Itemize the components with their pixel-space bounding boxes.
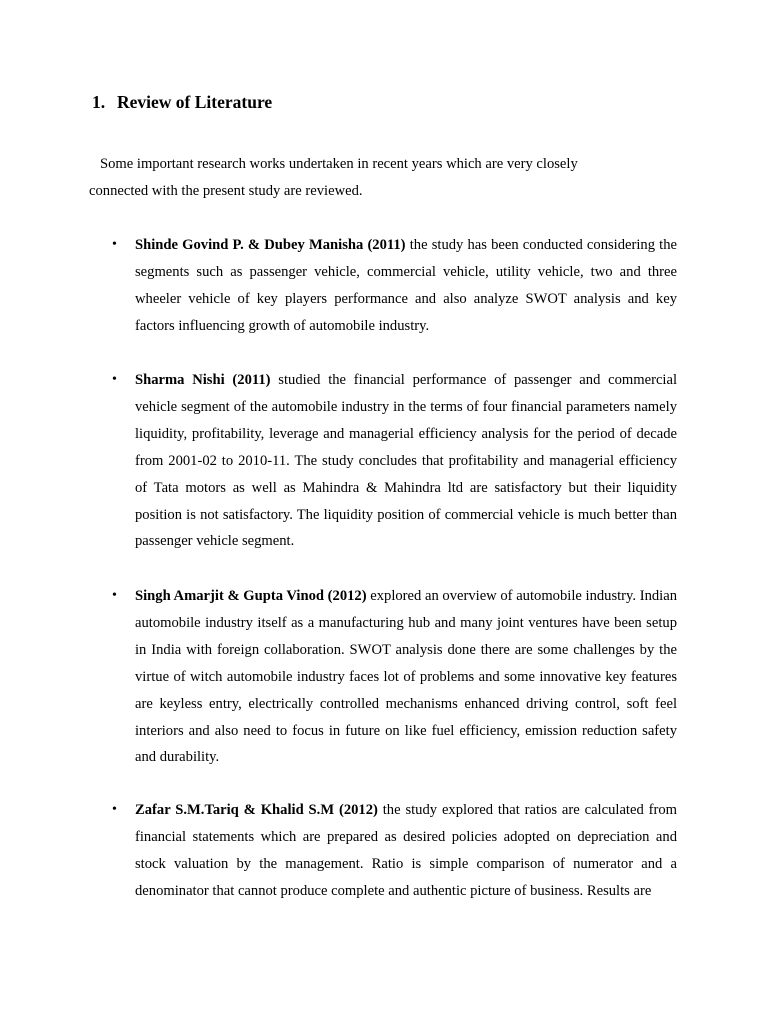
entry-text: explored an overview of automobile industry. Indian automobile industry itself as a manufacturing hub and many joint ventures have been setup in India with foreign collaboration. SWOT analysis done there are some challenges by the virtue of witch automobile industry faces lot of problems and some innovative key features are keyless entry, electrically controlled mechanisms enhanced driving control, soft feel interiors and also need to focus in future on like fuel efficiency, emission reduction safety and durability. <box>135 588 677 766</box>
bullet-icon: • <box>112 802 117 817</box>
entry-author: Sharma Nishi (2011) <box>135 372 271 388</box>
intro-line-2: connected with the present study are reviewed. <box>89 182 363 199</box>
literature-entry <box>112 797 677 905</box>
intro-paragraph <box>89 151 649 204</box>
entry-text: the study explored that ratios are calculated from financial statements which are prepared as desired policies adopted on depreciation and stock valuation by the management. Ratio is simple comparison of numerator and a denominator that cannot produce complete and authentic picture of business. Results are <box>135 802 677 899</box>
entry-author: Zafar S.M.Tariq & Khalid S.M (2012) <box>135 802 378 818</box>
bullet-icon: • <box>112 372 117 387</box>
section-title: Review of Literature <box>117 92 273 112</box>
section-number: 1. <box>92 92 106 112</box>
entry-author: Shinde Govind P. & Dubey Manisha (2011) <box>135 237 406 253</box>
intro-line-1: Some important research works undertaken in recent years which are very closely <box>100 156 578 172</box>
section-heading <box>92 92 272 113</box>
bullet-icon: • <box>112 237 117 252</box>
entry-author: Singh Amarjit & Gupta Vinod (2012) <box>135 588 367 604</box>
entry-text: the study has been conducted considering the segments such as passenger vehicle, commercial vehicle, utility vehicle, two and three wheeler vehicle of key players performance and also analyze SWOT analysis and key factors influencing growth of automobile industry. <box>135 237 678 334</box>
literature-entry <box>112 367 678 555</box>
literature-entry <box>112 232 678 340</box>
literature-entry <box>112 583 677 771</box>
entry-text: studied the financial performance of passenger and commercial vehicle segment of the automobile industry in the terms of four financial parameters namely liquidity, profitability, leverage and managerial efficiency analysis for the period of decade from 2001-02 to 2010-11. The study concludes that profitability and managerial efficiency of Tata motors as well as Mahindra & Mahindra ltd are satisfactory but their liquidity position is not satisfactory. The liquidity position of commercial vehicle is much better than passenger vehicle segment. <box>135 372 678 550</box>
bullet-icon: • <box>112 588 117 603</box>
